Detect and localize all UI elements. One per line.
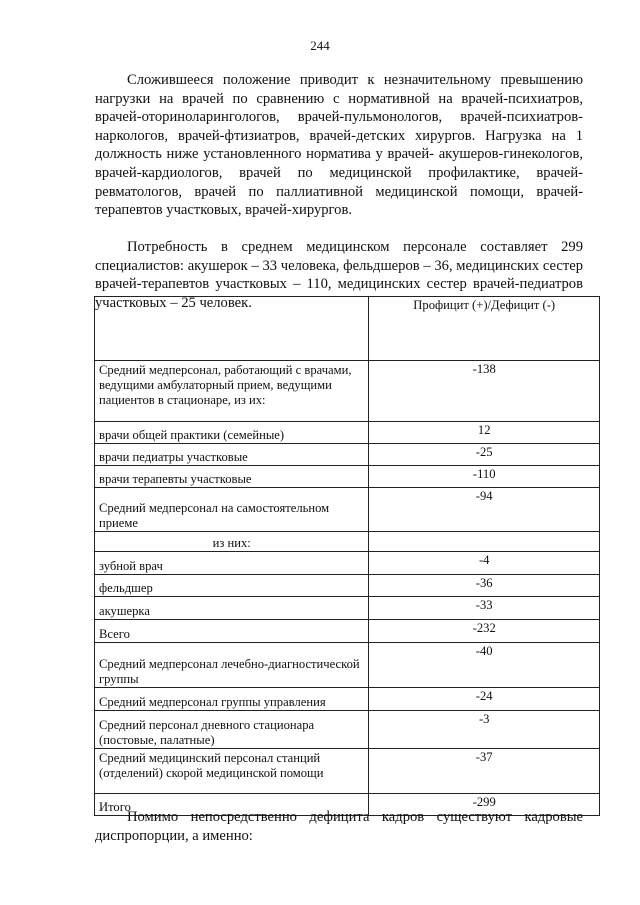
table-header-label bbox=[95, 297, 369, 361]
row-value: -110 bbox=[369, 466, 600, 488]
table-row bbox=[95, 361, 600, 422]
row-label: Итого bbox=[95, 794, 369, 816]
table-row bbox=[95, 488, 600, 532]
row-value: -37 bbox=[369, 749, 600, 794]
table-row bbox=[95, 749, 600, 794]
row-label: Средний персонал дневного стационара (постовые, палатные) bbox=[95, 711, 369, 749]
row-value: 12 bbox=[369, 422, 600, 444]
row-value: -24 bbox=[369, 688, 600, 711]
table-row bbox=[95, 711, 600, 749]
table-row bbox=[95, 643, 600, 688]
table-header-row bbox=[95, 297, 600, 361]
staffing-table bbox=[94, 296, 600, 816]
row-value: -40 bbox=[369, 643, 600, 688]
table-row bbox=[95, 552, 600, 575]
table-row bbox=[95, 575, 600, 597]
row-value bbox=[369, 532, 600, 552]
row-value: -36 bbox=[369, 575, 600, 597]
row-label: Средний медицинский персонал станций (отделений) скорой медицинской помощи bbox=[95, 749, 369, 794]
row-value: -138 bbox=[369, 361, 600, 422]
row-label: Средний медперсонал лечебно-диагностической группы bbox=[95, 643, 369, 688]
row-label: фельдшер bbox=[95, 575, 369, 597]
row-label: Средний медперсонал, работающий с врачами, ведущими амбулаторный прием, ведущими пациентов в стационаре, из их: bbox=[95, 361, 369, 422]
row-value: -33 bbox=[369, 597, 600, 620]
row-label: зубной врач bbox=[95, 552, 369, 575]
row-value: -299 bbox=[369, 794, 600, 816]
row-label: врачи терапевты участковые bbox=[95, 466, 369, 488]
table-header-value: Профицит (+)/Дефицит (-) bbox=[369, 297, 600, 361]
row-value: -232 bbox=[369, 620, 600, 643]
table-row bbox=[95, 422, 600, 444]
row-label: Средний медперсонал на самостоятельном приеме bbox=[95, 488, 369, 532]
paragraph-disproportions: Помимо непосредственно дефицита кадров существуют кадровые диспропорции, а именно: bbox=[95, 809, 583, 844]
row-value: -94 bbox=[369, 488, 600, 532]
table-row bbox=[95, 466, 600, 488]
row-value: -4 bbox=[369, 552, 600, 575]
row-label: Средний медперсонал группы управления bbox=[95, 688, 369, 711]
paragraph-workload: Сложившееся положение приводит к незначительному превышению нагрузки на врачей по сравнению с нормативной на врачей-психиатров, врачей-оториноларингологов, врачей-пульмонологов, врачей-психиатров-наркологов, врачей-фтизиатров, врачей-детских хирургов. Нагрузка на 1 должность ниже установленного норматива у врачей- акушеров-гинекологов, врачей-кардиологов, врачей по медицинской профилактике, врачей-ревматологов, врачей по паллиативной медицинской помощи, врачей-терапевтов участковых, врачей-хирургов. bbox=[95, 72, 583, 219]
row-label: Всего bbox=[95, 620, 369, 643]
row-label: врачи общей практики (семейные) bbox=[95, 422, 369, 444]
table-row bbox=[95, 620, 600, 643]
table-row bbox=[95, 688, 600, 711]
row-value: -25 bbox=[369, 444, 600, 466]
row-label: врачи педиатры участковые bbox=[95, 444, 369, 466]
page-number: 244 bbox=[310, 38, 330, 53]
paragraph-staff-need: Потребность в среднем медицинском персонале составляет 299 специалистов: акушерок – 33 человека, фельдшеров – 36, медицинских сестер врачей-терапевтов участковых – 110, медицинских сестер врачей-педиатров участковых – 25 человек. bbox=[95, 239, 583, 311]
row-value: -3 bbox=[369, 711, 600, 749]
table-row bbox=[95, 444, 600, 466]
row-label: акушерка bbox=[95, 597, 369, 620]
table-row bbox=[95, 532, 600, 552]
row-label: из них: bbox=[95, 532, 369, 552]
table-row bbox=[95, 597, 600, 620]
